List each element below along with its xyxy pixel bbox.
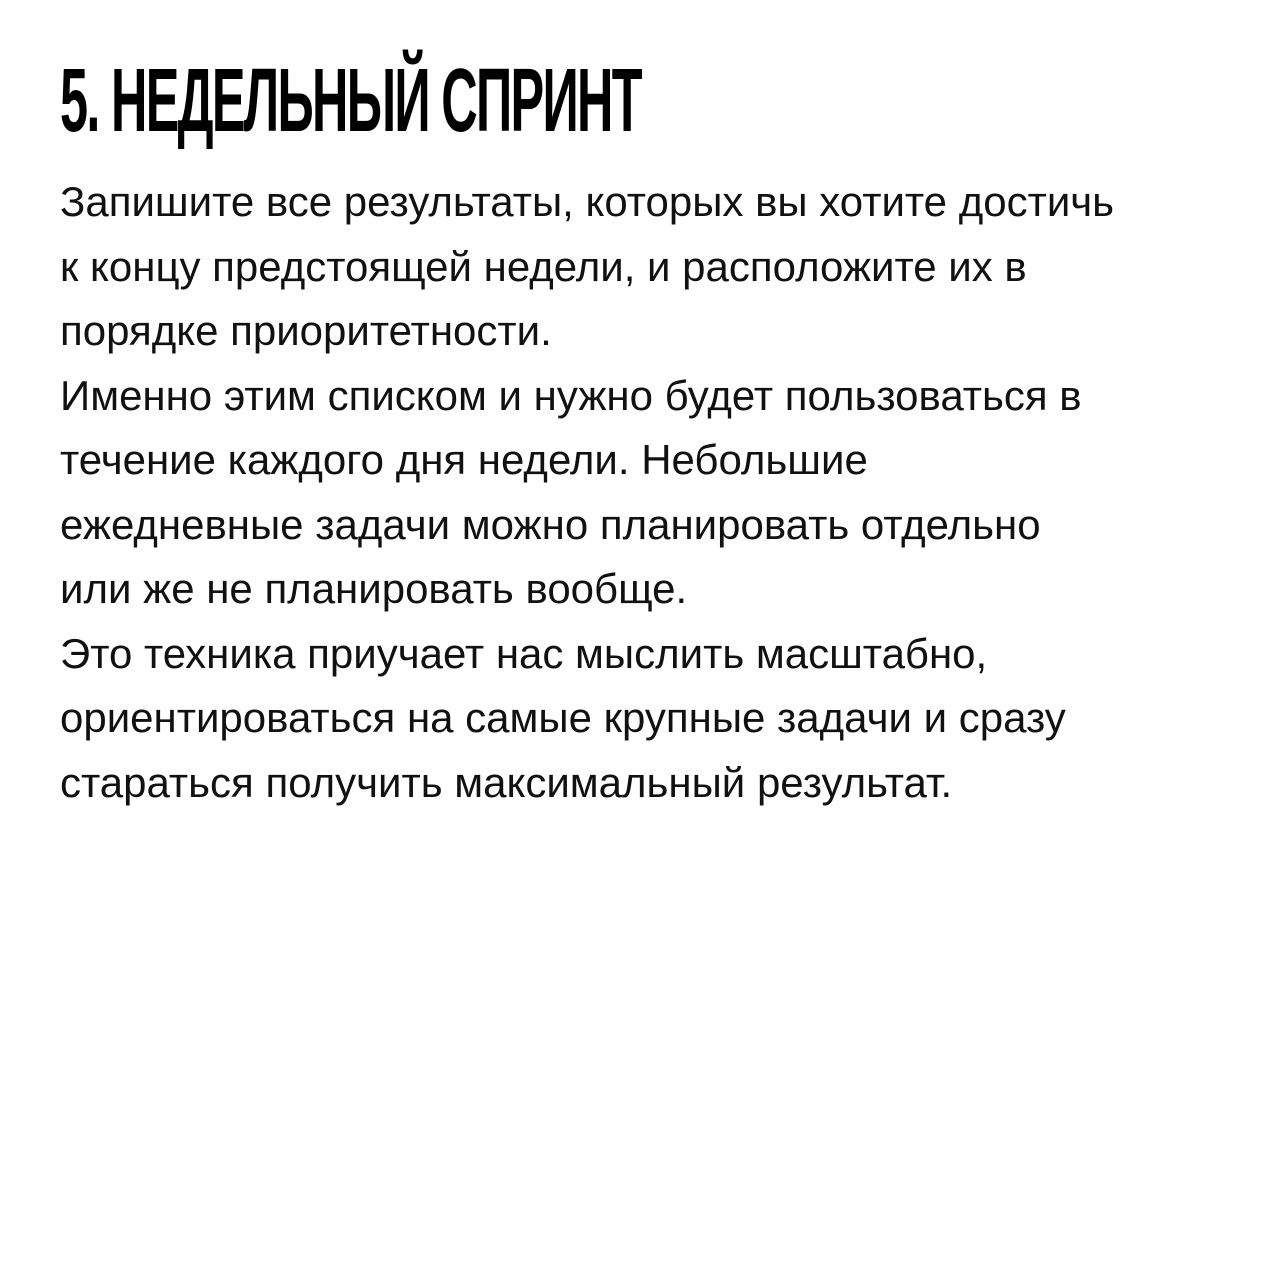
body-text — [60, 170, 1260, 815]
text-line: течение каждого дня недели. Небольшие — [60, 436, 868, 483]
text-line: или же не планировать вообще. — [60, 565, 688, 612]
text-line: ориентироваться на самые крупные задачи и сразу — [60, 694, 1066, 741]
text-line: порядке приоритетности. — [60, 307, 552, 354]
text-line: Запишите все результаты, которых вы хотите достичь — [60, 178, 1115, 225]
text-line: Именно этим списком и нужно будет пользоваться в — [60, 371, 1082, 419]
text-line: стараться получить максимальный результат. — [60, 758, 953, 806]
page-title: 5. НЕДЕЛЬНЫЙ СПРИНТ — [60, 51, 641, 151]
text-line: Это техника приучает нас мыслить масштабно, — [60, 629, 988, 677]
text-line: ежедневные задачи можно планировать отдельно — [60, 500, 1041, 548]
text-line: к концу предстоящей недели, и расположите их в — [60, 242, 1027, 290]
